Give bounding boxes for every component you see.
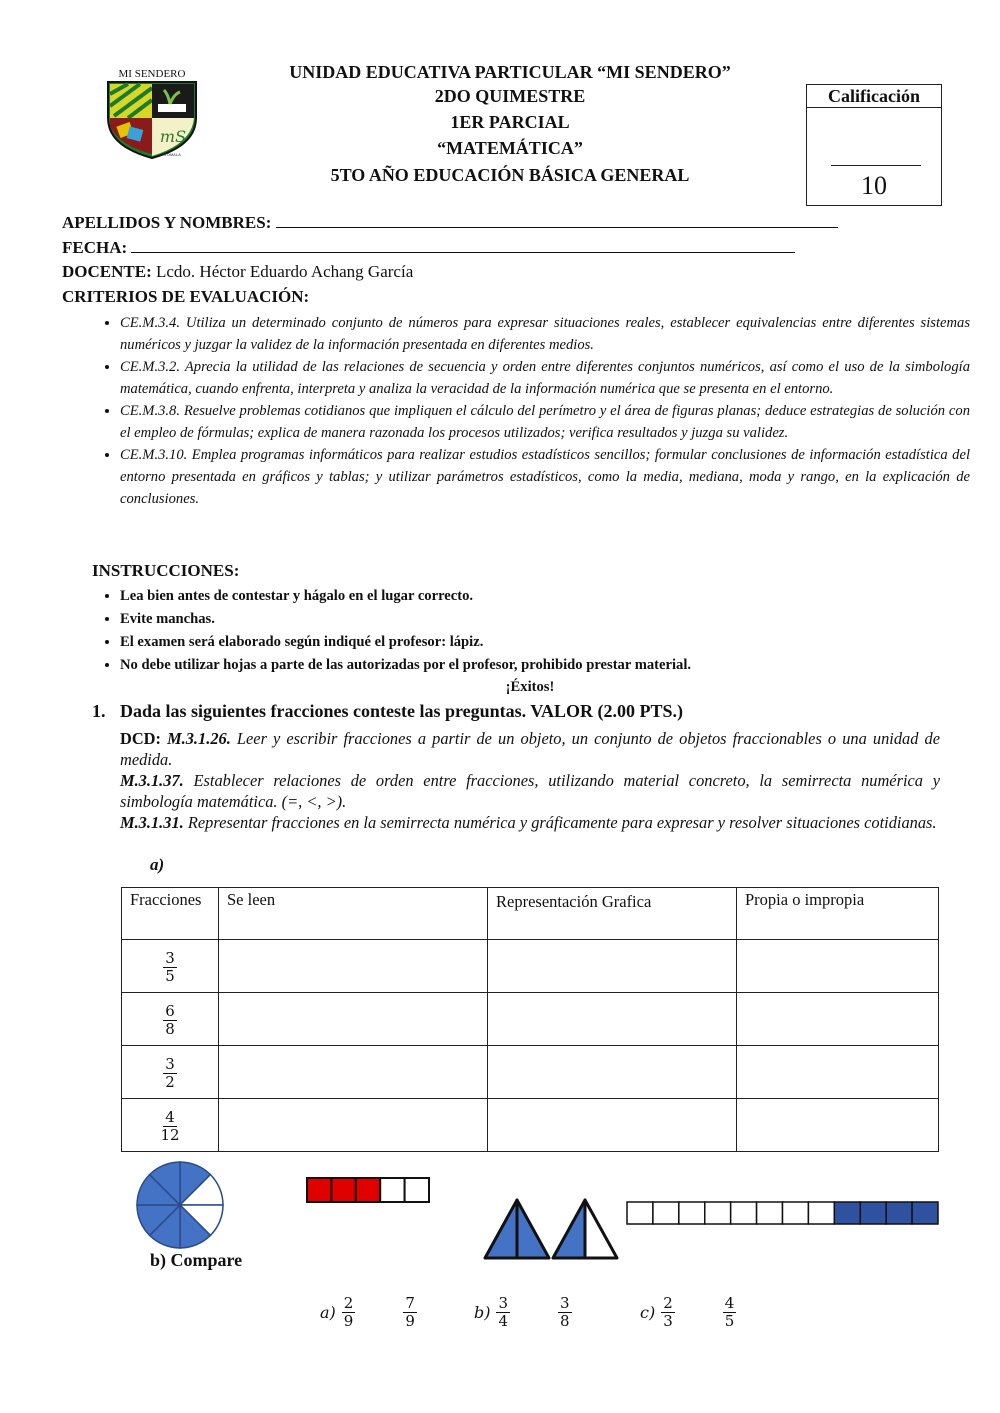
instructions-title: INSTRUCCIONES:	[92, 561, 240, 580]
blue-bar-segment	[731, 1202, 757, 1224]
answer-cell[interactable]	[737, 940, 939, 993]
partial: 1ER PARCIAL	[450, 112, 570, 132]
numerator: 7	[405, 1294, 415, 1312]
table-row	[122, 940, 939, 993]
circle-fraction-figure	[134, 1159, 226, 1251]
blue-bar-segment	[860, 1202, 886, 1224]
instruction-item: • Evite manchas.	[120, 608, 970, 631]
dcd-code: M.3.1.31.	[120, 813, 184, 832]
dcd-3	[120, 812, 940, 833]
numerator: 3	[498, 1294, 509, 1312]
date-label: FECHA:	[62, 238, 128, 257]
triangle-half	[517, 1200, 549, 1258]
numerator: 4	[165, 1107, 175, 1126]
numerator: 3	[165, 948, 175, 967]
blue-bar-segment	[912, 1202, 938, 1224]
blue-bar-segment	[808, 1202, 834, 1224]
col-se-leen: Se leen	[219, 888, 488, 940]
numerator: 6	[165, 1001, 175, 1020]
answer-cell[interactable]	[488, 1046, 737, 1099]
col-representacion: Representación Grafica	[488, 888, 737, 940]
answer-cell[interactable]	[488, 1099, 737, 1152]
answer-cell[interactable]	[488, 940, 737, 993]
part-a-label: a)	[150, 855, 165, 874]
blue-bar-segment	[757, 1202, 783, 1224]
table-row	[122, 993, 939, 1046]
answer-cell[interactable]	[737, 993, 939, 1046]
criteria-item: • CE.M.3.2. Aprecia la utilidad de las relaciones de secuencia y orden entre diferentes conjuntos numéricos, así como el uso de la simbología matemática, cuando enfrenta, interpreta y analiza la veracidad de la información numérica que se presenta en el entorno.	[120, 356, 970, 400]
dcd-code: M.3.1.26.	[167, 729, 231, 748]
compare-c	[640, 1295, 736, 1330]
logo-initials: mS	[159, 127, 187, 146]
teacher-field	[62, 262, 413, 282]
numerator: 3	[165, 1054, 175, 1073]
question-1	[92, 701, 683, 722]
teacher-label: DOCENTE:	[62, 262, 152, 281]
compare-label: c)	[640, 1303, 656, 1322]
answer-cell[interactable]	[219, 1099, 488, 1152]
dcd-label: DCD:	[120, 729, 161, 748]
dcd-text: Leer y escribir fracciones a partir de un objeto, un conjunto de objetos fraccionables o una unidad de medida.	[120, 729, 940, 769]
term: 2DO QUIMESTRE	[434, 86, 586, 106]
answer-cell[interactable]	[737, 1046, 939, 1099]
dcd-code: M.3.1.37.	[120, 771, 184, 790]
criteria-item: • CE.M.3.8. Resuelve problemas cotidianos que impliquen el cálculo del perímetro y el área de figuras planas; deduce estrategias de solución con el empleo de fórmulas; explica de manera razonada los procesos utilizados; verifica resultados y juzga su validez.	[120, 400, 970, 444]
denominator: 5	[165, 966, 175, 985]
grade-max: 10	[861, 171, 887, 200]
blue-bar-fraction-figure	[625, 1200, 940, 1228]
red-bar-segment	[380, 1178, 404, 1202]
numerator: 2	[343, 1294, 354, 1312]
dcd-1	[120, 728, 940, 770]
answer-cell[interactable]	[219, 940, 488, 993]
denominator: 2	[165, 1072, 175, 1091]
triangle-half	[553, 1200, 585, 1258]
denominator: 4	[498, 1312, 509, 1330]
triangle-half	[585, 1200, 617, 1258]
date-blank[interactable]	[131, 238, 795, 253]
question-text: Dada las siguientes fracciones conteste las preguntas. VALOR (2.00 PTS.)	[120, 701, 684, 721]
compare-label: b)	[474, 1303, 491, 1322]
blue-bar-segment	[679, 1202, 705, 1224]
blue-bar-segment	[705, 1202, 731, 1224]
question-number: 1.	[92, 701, 106, 721]
instruction-item: • Lea bien antes de contestar y hágalo en el lugar correcto.	[120, 585, 970, 608]
red-bar-segment	[405, 1178, 429, 1202]
compare-label: a)	[320, 1303, 336, 1322]
names-field	[62, 213, 838, 233]
blue-bar-segment	[886, 1202, 912, 1224]
exitos: ¡Éxitos!	[505, 679, 555, 695]
school-name: UNIDAD EDUCATIVA PARTICULAR “MI SENDERO”	[289, 62, 731, 82]
blue-bar-segment	[627, 1202, 653, 1224]
table-row	[122, 1046, 939, 1099]
school-logo	[100, 66, 204, 162]
fraction-cell	[122, 993, 219, 1046]
red-bar-segment	[307, 1178, 331, 1202]
red-bar-fraction-figure	[305, 1176, 431, 1204]
compare-b	[474, 1295, 572, 1330]
table-row	[122, 1099, 939, 1152]
answer-cell[interactable]	[737, 1099, 939, 1152]
teacher-value: Lcdo. Héctor Eduardo Achang García	[155, 262, 414, 281]
names-label: APELLIDOS Y NOMBRES:	[62, 213, 272, 232]
logo-text: MI SENDERO	[118, 68, 186, 80]
instruction-item: • No debe utilizar hojas a parte de las autorizadas por el profesor, prohibido prestar material.	[120, 654, 970, 677]
table-header-row	[122, 888, 939, 940]
denominator: 5	[724, 1312, 735, 1330]
fraction-cell	[122, 1046, 219, 1099]
instructions-list	[90, 585, 970, 677]
denominator: 12	[160, 1125, 180, 1144]
fraction-cell	[122, 940, 219, 993]
grade-level: 5TO AÑO EDUCACIÓN BÁSICA GENERAL	[330, 165, 690, 185]
numerator: 4	[724, 1294, 735, 1312]
criteria-item: • CE.M.3.4. Utiliza un determinado conjunto de números para expresar situaciones reales, establecer equivalencias entre diferentes sistemas numéricos y juzgar la validez de la información presentada en diferentes medios.	[120, 312, 970, 356]
names-blank[interactable]	[276, 213, 838, 228]
blue-bar-segment	[834, 1202, 860, 1224]
red-bar-segment	[356, 1178, 380, 1202]
subject: “MATEMÁTICA”	[437, 138, 583, 158]
instruction-item: • El examen será elaborado según indiqué el profesor: lápiz.	[120, 631, 970, 654]
fractions-table	[121, 887, 939, 1152]
denominator: 9	[405, 1312, 415, 1330]
answer-cell[interactable]	[488, 993, 737, 1046]
triangle-half	[485, 1200, 517, 1258]
denominator: 8	[165, 1019, 175, 1038]
dcd-text: Establecer relaciones de orden entre fracciones, utilizando material concreto, la semirrecta numérica y simbología matemática. (=, <, >).	[120, 771, 940, 811]
fraction-cell	[122, 1099, 219, 1152]
answer-cell[interactable]	[219, 993, 488, 1046]
grade-line[interactable]	[831, 165, 921, 166]
blue-bar-segment	[653, 1202, 679, 1224]
numerator: 2	[663, 1294, 673, 1312]
dcd-2	[120, 770, 940, 812]
logo-bottom: ATOMALA	[162, 152, 181, 157]
grade-box-label: Calificación	[807, 85, 941, 108]
grade-box	[806, 84, 942, 206]
denominator: 3	[663, 1312, 673, 1330]
blue-bar-segment	[783, 1202, 809, 1224]
triangles-fraction-figure	[482, 1196, 624, 1262]
denominator: 8	[560, 1312, 570, 1330]
criteria-title: CRITERIOS DE EVALUACIÓN:	[62, 287, 310, 306]
numerator: 3	[560, 1294, 570, 1312]
dcd-text: Representar fracciones en la semirrecta numérica y gráficamente para expresar y resolver situaciones cotidianas.	[187, 813, 937, 832]
col-propia-impropia: Propia o impropia	[737, 888, 939, 940]
compare-a	[320, 1295, 417, 1330]
answer-cell[interactable]	[219, 1046, 488, 1099]
col-fracciones: Fracciones	[122, 888, 219, 940]
date-field	[62, 238, 795, 258]
part-b-label: b) Compare	[150, 1250, 243, 1270]
denominator: 9	[343, 1312, 354, 1330]
red-bar-segment	[331, 1178, 355, 1202]
criteria-item: • CE.M.3.10. Emplea programas informáticos para realizar estudios estadísticos sencillos; formular conclusiones de información estadística del entorno presentada en gráficos y tablas; y utilizar parámetros estadísticos, como la media, mediana, moda y rango, en la explicación de conclusiones.	[120, 444, 970, 510]
criteria-list	[90, 312, 970, 510]
